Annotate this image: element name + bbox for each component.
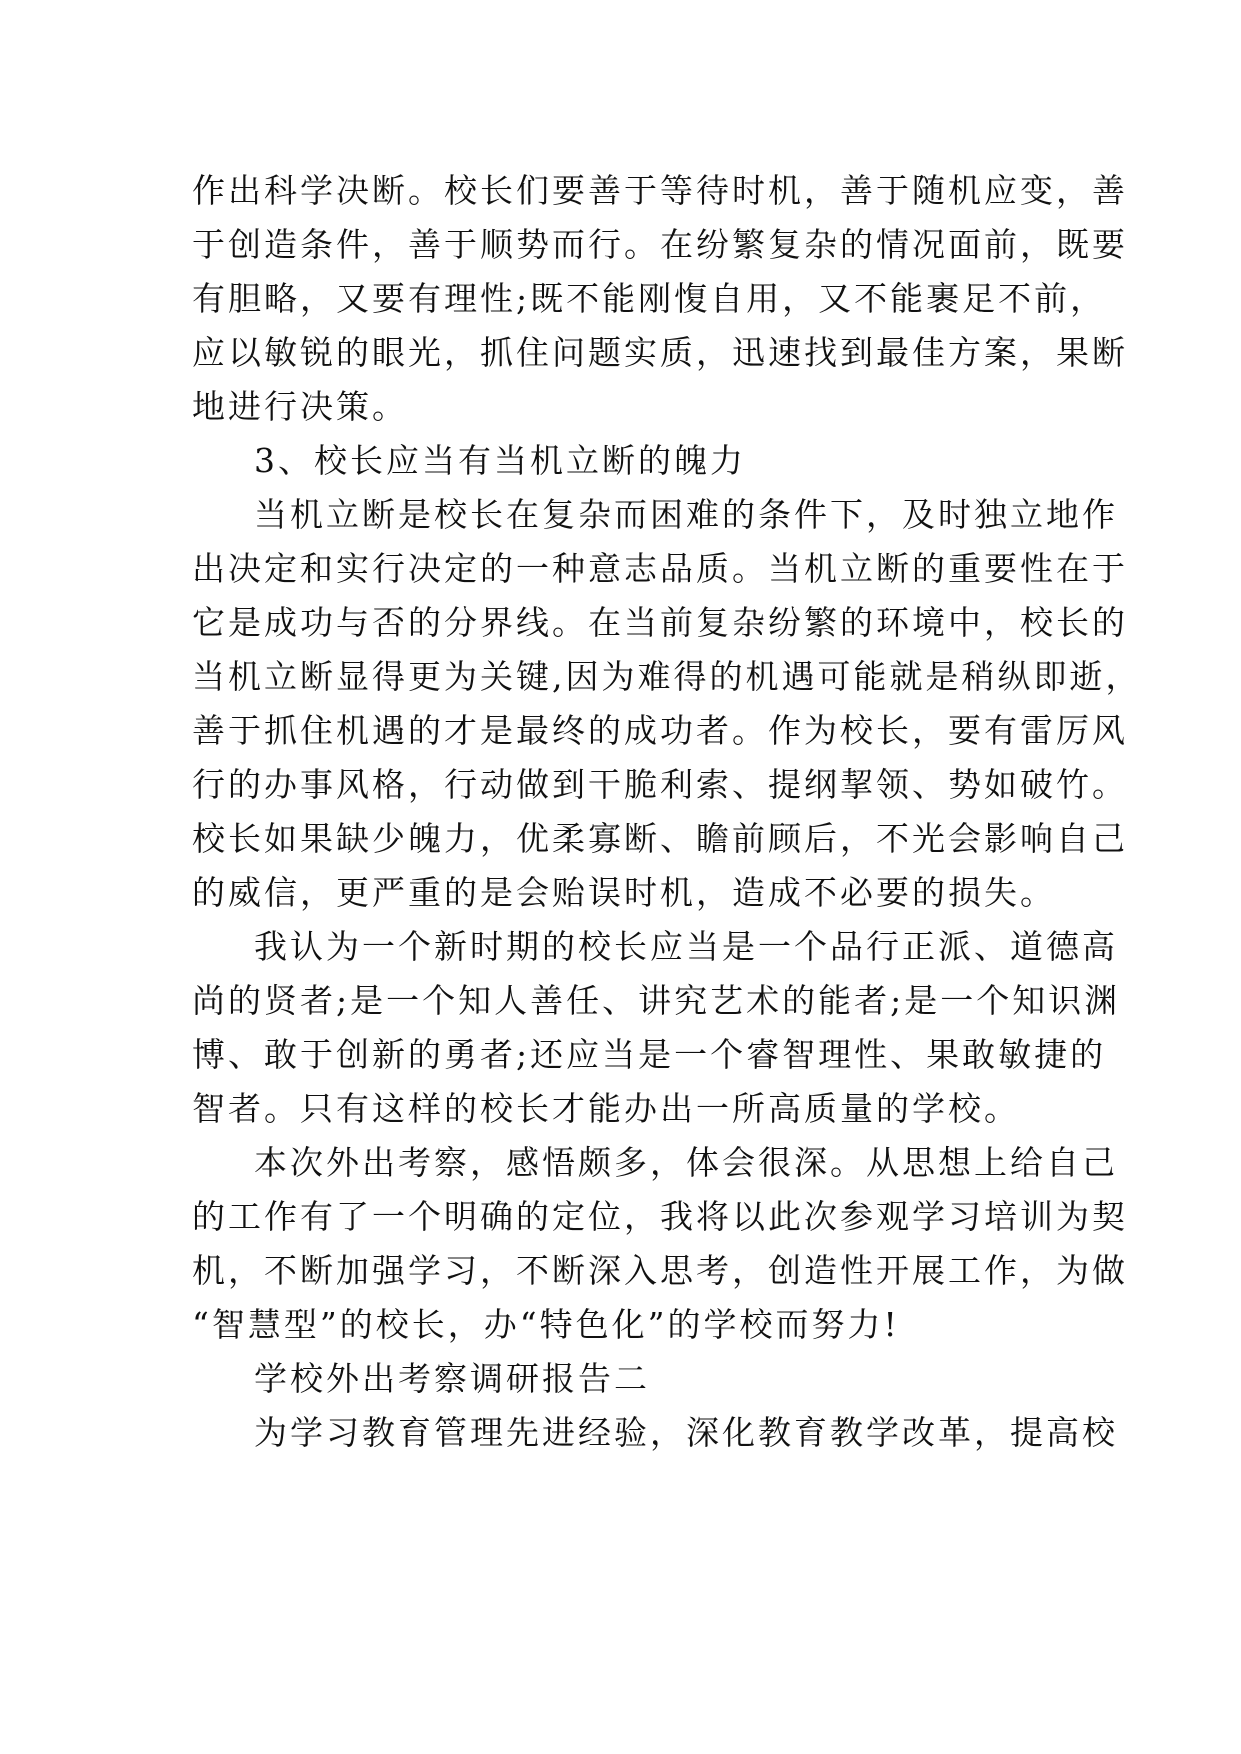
text-line: 的工作有了一个明确的定位，我将以此次参观学习培训为契 [192,1197,1128,1236]
text-line: 为学习教育管理先进经验，深化教育教学改革，提高校 [254,1413,1118,1452]
text-line: 行的办事风格，行动做到干脆利索、提纲挈领、势如破竹。 [192,765,1128,804]
text-line: 博、敢于创新的勇者;还应当是一个睿智理性、果敢敏捷的 [192,1035,1107,1074]
section-heading: 学校外出考察调研报告二 [254,1359,650,1398]
text-line: 应以敏锐的眼光，抓住问题实质，迅速找到最佳方案，果断 [192,333,1128,372]
text-line: 当机立断显得更为关键,因为难得的机遇可能就是稍纵即逝， [192,657,1142,696]
text-line: 有胆略，又要有理性;既不能刚愎自用，又不能裹足不前， [192,279,1107,318]
text-line: 智者。只有这样的校长才能办出一所高质量的学校。 [192,1089,1020,1128]
section-heading: 3、校长应当有当机立断的魄力 [254,441,746,480]
text-line: 机，不断加强学习，不断深入思考，创造性开展工作，为做 [192,1251,1128,1290]
text-line: 校长如果缺少魄力，优柔寡断、瞻前顾后，不光会影响自己 [192,819,1128,858]
text-line: 地进行决策。 [192,387,408,426]
text-line: 于创造条件，善于顺势而行。在纷繁复杂的情况面前，既要 [192,225,1128,264]
text-line: 尚的贤者;是一个知人善任、讲究艺术的能者;是一个知识渊 [192,981,1121,1020]
text-line: 本次外出考察，感悟颇多，体会很深。从思想上给自己 [254,1143,1118,1182]
text-line: 我认为一个新时期的校长应当是一个品行正派、道德高 [254,927,1118,966]
text-line: 作出科学决断。校长们要善于等待时机，善于随机应变，善 [192,171,1128,210]
text-line: 它是成功与否的分界线。在当前复杂纷繁的环境中，校长的 [192,603,1128,642]
text-line: 当机立断是校长在复杂而困难的条件下，及时独立地作 [254,495,1118,534]
text-line: 善于抓住机遇的才是最终的成功者。作为校长，要有雷厉风 [192,711,1128,750]
text-line: 的威信，更严重的是会贻误时机，造成不必要的损失。 [192,873,1056,912]
text-line: 出决定和实行决定的一种意志品质。当机立断的重要性在于 [192,549,1128,588]
text-line: “智慧型”的校长，办“特色化”的学校而努力! [192,1305,900,1344]
